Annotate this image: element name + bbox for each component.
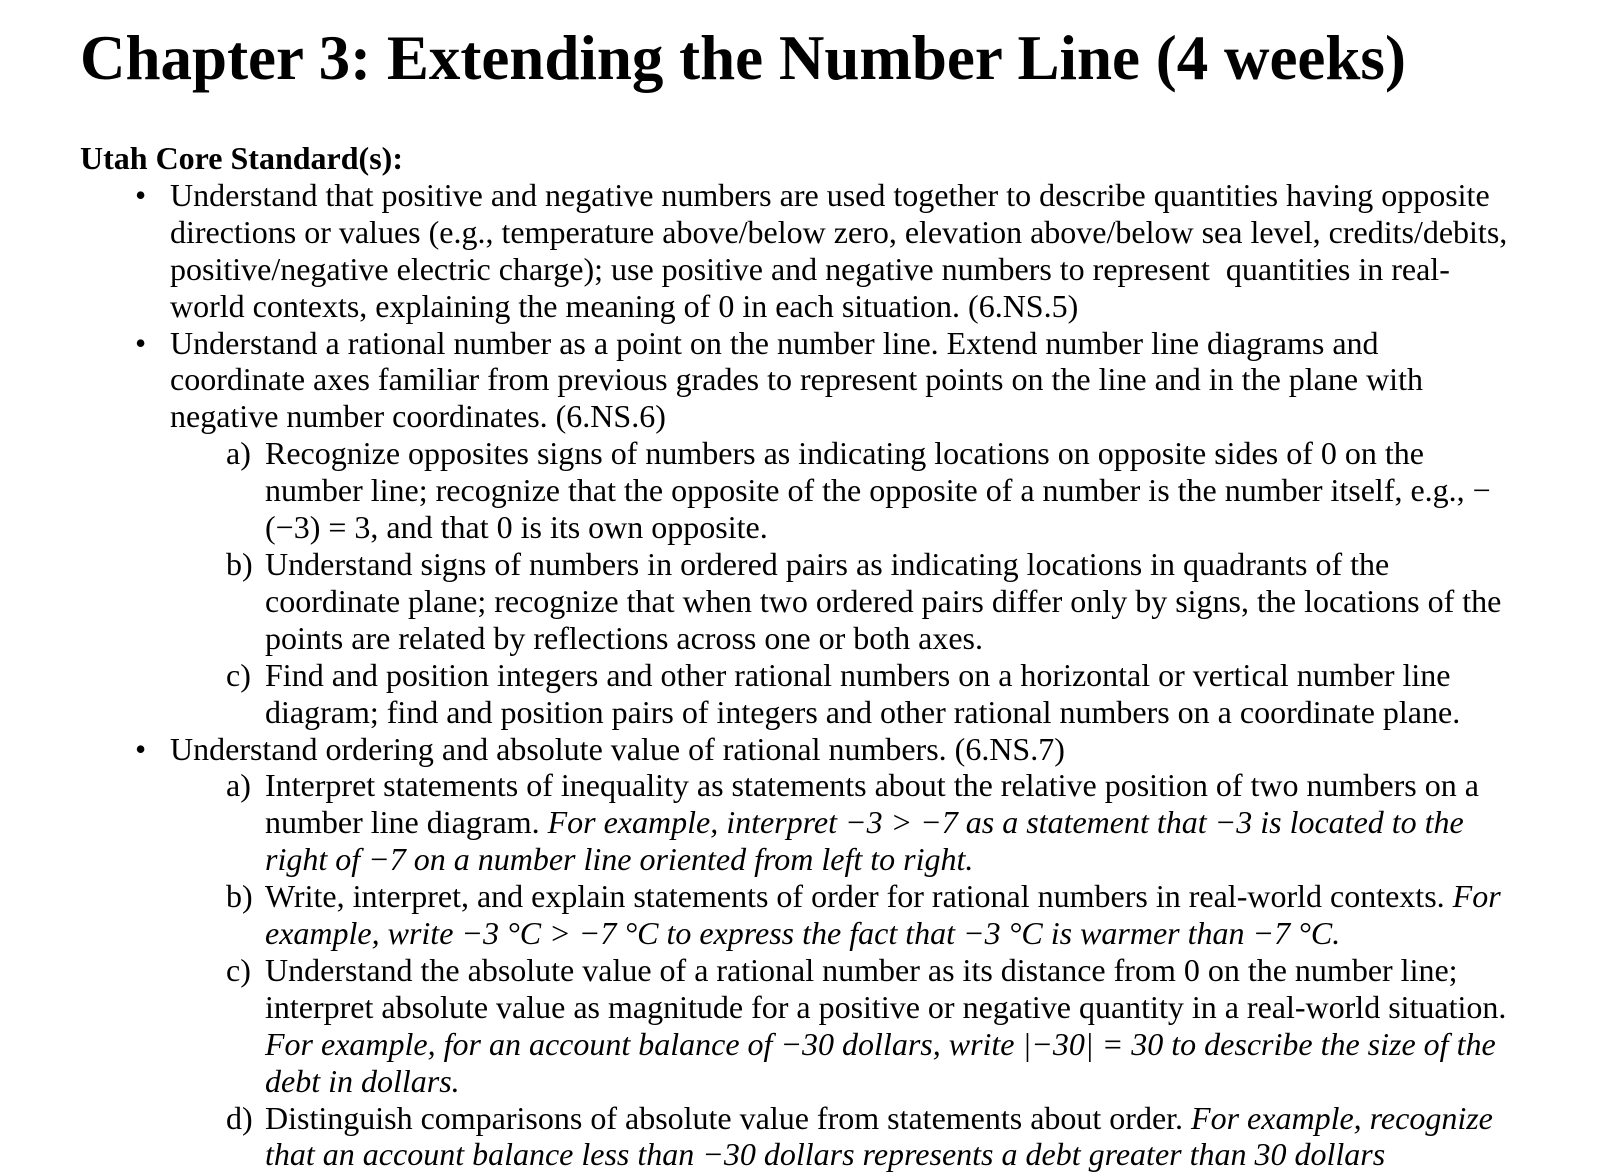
sub-item-body: Understand signs of numbers in ordered pairs as indicating locations in quadrants of the coordinate plane; recognize that when two ordered pairs differ only by signs, the locations of the points are related by reflections across one or both axes. (265, 545, 1510, 656)
bullet-marker: • (135, 730, 147, 767)
section-heading: Utah Core Standard(s): (80, 140, 403, 176)
sub-item-text (265, 657, 1510, 731)
sub-item-body: Recognize opposites signs of numbers as indicating locations on opposite sides of 0 on the number line; recognize that the opposite of the opposite of a number is the number itself, e.g., −(−3) = 3, and that 0 is its own opposite. (265, 435, 1491, 546)
sub-standard-item (80, 767, 1510, 878)
standard-text: Understand ordering and absolute value of rational numbers. (6.NS.7) (170, 730, 1065, 767)
sub-standard-item (80, 878, 1510, 952)
sub-item-example: For example, recognize that an account balance less than −30 dollars represents a debt greater than 30 dollars (265, 1099, 1501, 1173)
sub-item-text (265, 878, 1510, 952)
sub-item-body: Understand the absolute value of a rational number as its distance from 0 on the number line; interpret absolute value as magnitude for a positive or negative quantity in a real-world situation. (265, 951, 1515, 1025)
sub-item-label: b) (226, 545, 253, 582)
sub-item-text (265, 951, 1515, 1100)
sub-item-text (265, 767, 1510, 878)
sub-standard-item (80, 951, 1515, 1100)
sub-item-label: d) (226, 1099, 253, 1136)
sub-item-text (265, 435, 1510, 546)
sub-item-example: For example, write −3 °C > −7 °C to express the fact that −3 °C is warmer than −7 °C. (265, 878, 1509, 952)
standard-item (80, 176, 1516, 325)
bullet-marker: • (135, 324, 147, 361)
standard-item (80, 325, 1510, 436)
sub-item-label: b) (226, 878, 253, 915)
sub-item-example: For example, interpret −3 > −7 as a statement that −3 is located to the right of −7 on a number line oriented from left to right. (265, 804, 1472, 878)
sub-item-label: c) (226, 951, 251, 988)
sub-item-text (265, 546, 1510, 657)
sub-standard-item (80, 435, 1510, 546)
sub-item-body: Find and position integers and other rational numbers on a horizontal or vertical number line diagram; find and position pairs of integers and other rational numbers on a coordinate plane. (265, 656, 1461, 730)
sub-item-body: Write, interpret, and explain statements of order for rational numbers in real-world contexts. (265, 878, 1453, 915)
sub-item-body: Distinguish comparisons of absolute value from statements about order. (265, 1099, 1192, 1136)
bullet-marker: • (135, 176, 147, 213)
sub-item-body: Interpret statements of inequality as statements about the relative position of two numbers on a number line diagram. (265, 767, 1487, 841)
standard-text: Understand that positive and negative numbers are used together to describe quantities having opposite directions or values (e.g., temperature above/below zero, elevation above/below sea level, credits/debits, positive/negative electric charge); use positive and negative numbers to represent quantities in real-world contexts, explaining the meaning of 0 in each situation. (6.NS.5) (170, 176, 1516, 324)
sub-item-example: For example, for an account balance of −30 dollars, write |−30| = 30 to describe the size of the debt in dollars. (265, 1025, 1504, 1099)
sub-item-label: c) (226, 656, 251, 693)
standard-text: Understand a rational number as a point on the number line. Extend number line diagrams and coordinate axes familiar from previous grades to represent points on the line and in the plane with negative number coordinates. (6.NS.6) (170, 324, 1431, 435)
page-title: Chapter 3: Extending the Number Line (4 weeks) (80, 23, 1406, 93)
sub-item-label: a) (226, 767, 251, 804)
sub-item-label: a) (226, 435, 251, 472)
sub-standard-item (80, 657, 1510, 731)
standard-item (80, 731, 1510, 768)
sub-standard-item (80, 546, 1510, 657)
standards-list (80, 176, 1516, 1173)
